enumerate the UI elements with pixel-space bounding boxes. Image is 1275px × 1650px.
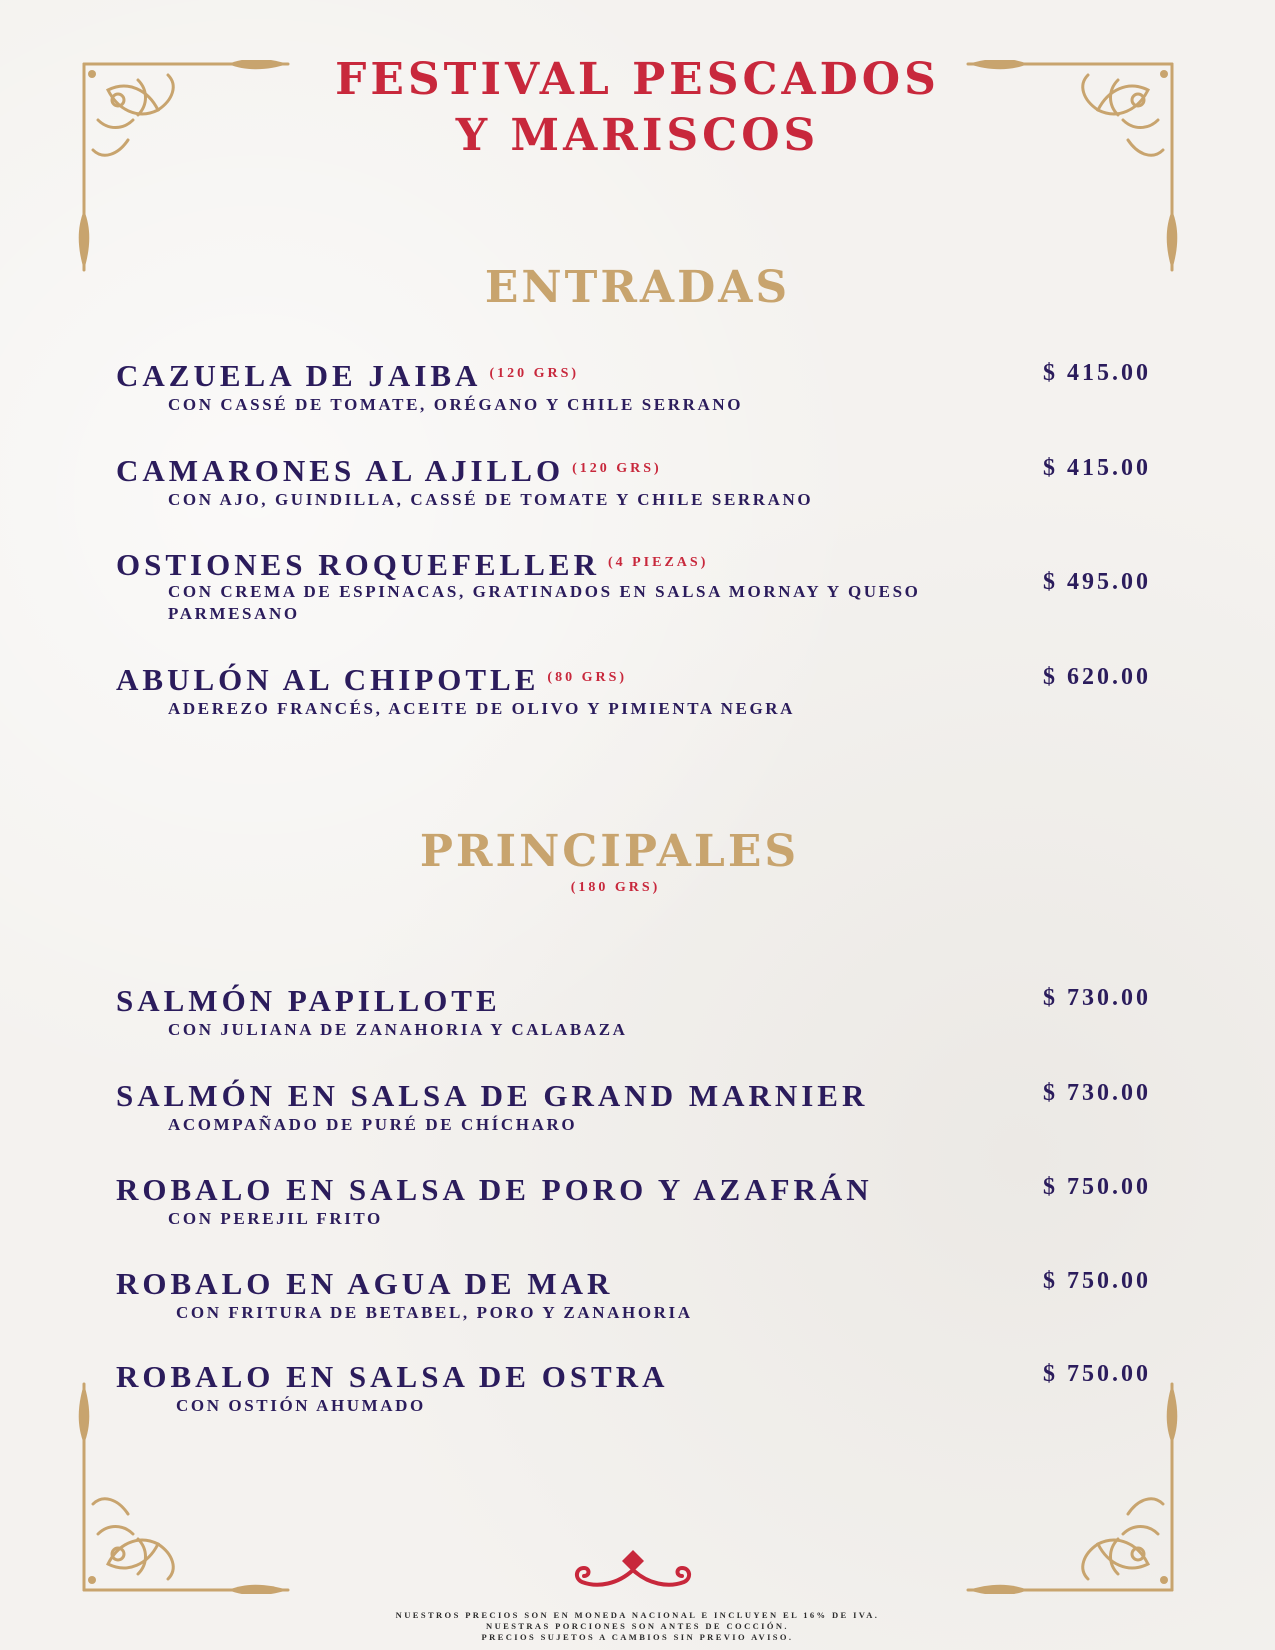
item-description: CON CREMA DE ESPINACAS, GRATINADOS EN SALSA MORNAY Y QUESO PARMESANO xyxy=(168,582,921,623)
item-name: CAMARONES AL AJILLO $^{(120 GRS)}$ xyxy=(116,453,662,488)
item-name: SALMÓN PAPILLOTE xyxy=(116,983,501,1018)
item-description: CON PEREJIL FRITO xyxy=(168,1209,383,1228)
item-description: CON OSTIÓN AHUMADO xyxy=(176,1396,426,1415)
item-description: CON CASSÉ DE TOMATE, ORÉGANO Y CHILE SERRANO xyxy=(168,395,744,414)
item-price: $ 620.00 xyxy=(1043,664,1151,690)
item-price: $ 415.00 xyxy=(1043,455,1151,481)
section-note-principales: (180 GRS) xyxy=(570,880,661,895)
corner-ornament-bottom-right-icon xyxy=(958,1374,1178,1594)
item-price: $ 730.00 xyxy=(1043,1080,1151,1106)
menu-title xyxy=(0,52,1275,164)
item-name: ROBALO EN SALSA DE OSTRA xyxy=(116,1359,669,1394)
item-weight: (120 GRS) xyxy=(489,366,580,381)
item-name: ROBALO EN SALSA DE PORO Y AZAFRÁN xyxy=(116,1172,873,1207)
menu-title-line1: FESTIVAL PESCADOS xyxy=(335,54,940,105)
red-diamond-swirl-ornament-icon xyxy=(568,1548,698,1598)
item-price: $ 750.00 xyxy=(1043,1361,1151,1387)
item-weight: (80 GRS) xyxy=(547,670,628,685)
footer-line-2: NUESTRAS PORCIONES SON ANTES DE COCCIÓN. xyxy=(486,1621,789,1631)
footer-line-1: NUESTROS PRECIOS SON EN MONEDA NACIONAL E INCLUYEN EL 16% DE IVA. xyxy=(395,1610,880,1620)
item-name: ROBALO EN AGUA DE MAR xyxy=(116,1266,614,1301)
item-description: CON FRITURA DE BETABEL, PORO Y ZANAHORIA xyxy=(176,1303,693,1322)
item-description: CON JULIANA DE ZANAHORIA Y CALABAZA xyxy=(168,1020,628,1039)
item-price: $ 495.00 xyxy=(1043,569,1151,595)
item-description: CON AJO, GUINDILLA, CASSÉ DE TOMATE Y CHILE SERRANO xyxy=(168,490,814,509)
item-weight: (4 PIEZAS) xyxy=(607,555,709,570)
footer-line-3: PRECIOS SUJETOS A CAMBIOS SIN PREVIO AVISO. xyxy=(481,1632,794,1642)
item-price: $ 750.00 xyxy=(1043,1268,1151,1294)
item-weight: (120 GRS) xyxy=(572,461,662,476)
menu-title-line2: Y MARISCOS xyxy=(455,110,820,161)
item-price: $ 415.00 xyxy=(1043,360,1151,386)
item-description: ACOMPAÑADO DE PURÉ DE CHÍCHARO xyxy=(168,1115,578,1134)
section-heading-principales: PRINCIPALES xyxy=(419,826,800,877)
item-description: ADEREZO FRANCÉS, ACEITE DE OLIVO Y PIMIENTA NEGRA xyxy=(168,699,796,718)
item-name: SALMÓN EN SALSA DE GRAND MARNIER xyxy=(116,1078,869,1113)
item-name: OSTIONES ROQUEFELLER $^{(4 PIEZAS)}$ xyxy=(116,547,709,582)
item-name: ABULÓN AL CHIPOTLE $^{(80 GRS)}$ xyxy=(116,662,628,697)
footer-disclaimer xyxy=(0,1610,1275,1643)
item-price: $ 750.00 xyxy=(1043,1174,1151,1200)
item-price: $ 730.00 xyxy=(1043,985,1151,1011)
item-name: CAZUELA DE JAIBA $^{(120 GRS)}$ xyxy=(116,358,580,393)
section-heading-entradas: ENTRADAS xyxy=(484,262,791,313)
